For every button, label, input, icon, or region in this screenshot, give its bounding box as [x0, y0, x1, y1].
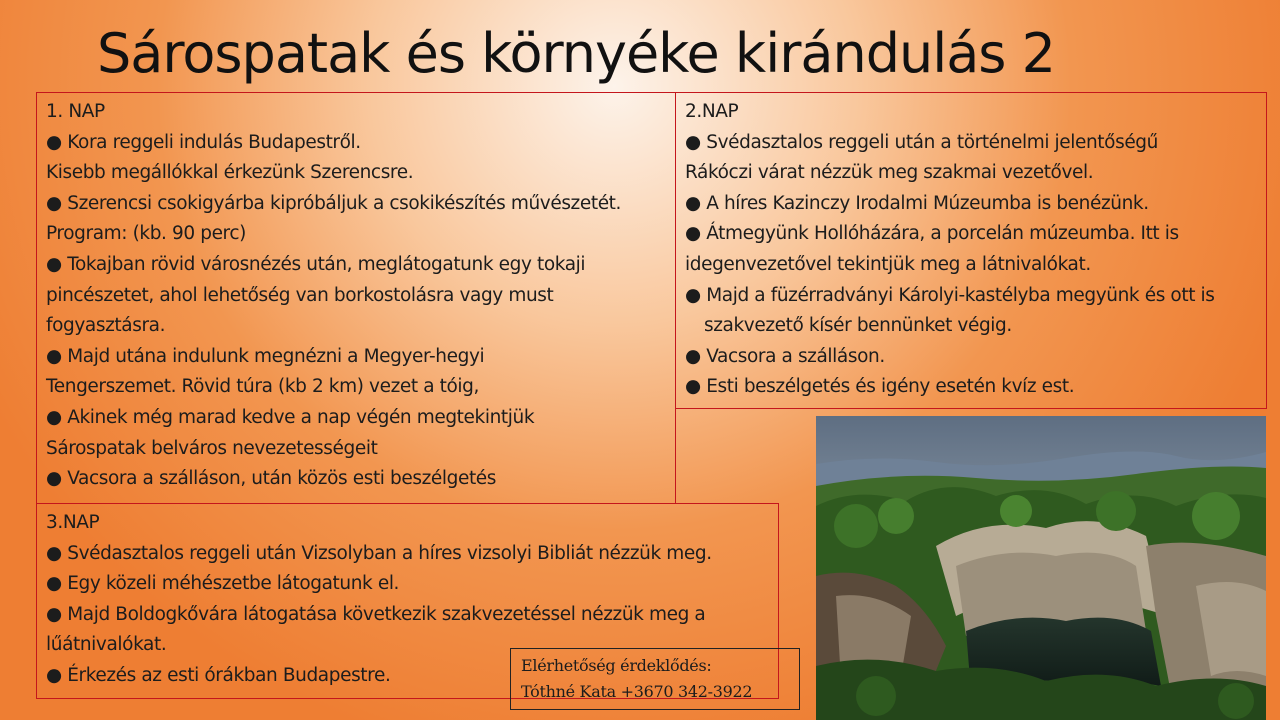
contact-heading: Elérhetőség érdeklődés:: [521, 656, 712, 675]
day1-line: ● Tokajban rövid városnézés után, meglátogatunk egy tokaji: [46, 253, 586, 275]
day2-line: ● Vacsora a szálláson.: [685, 345, 885, 367]
day3-heading: 3.NAP: [46, 512, 100, 533]
day1-line: pincészetet, ahol lehetőség van borkostolásra vagy must: [46, 284, 554, 306]
day2-line: szakvezető kísér bennünket végig.: [704, 315, 1012, 337]
day2-line: Rákóczi várat nézzük meg szakmai vezetővel.: [685, 162, 1094, 184]
day2-line: idegenvezetővel tekintjük meg a látnivalókat.: [685, 253, 1091, 275]
day3-line: ● Majd Boldogkővára látogatása következik szakvezetéssel nézzük meg a: [46, 603, 706, 625]
day1-line: Sárospatak belváros nevezetességeit: [46, 437, 378, 459]
day1-line: ● Akinek még marad kedve a nap végén megtekintjük: [46, 406, 535, 428]
day2-heading: 2.NAP: [685, 101, 739, 122]
contact-phone: Tóthné Kata +3670 342-3922: [521, 682, 753, 701]
day1-line: ● Szerencsi csokigyárba kipróbáljuk a csokikészítés művészetét.: [46, 192, 622, 214]
day2-line: ● Svédasztalos reggeli után a történelmi jelentőségű: [685, 131, 1158, 153]
day2-line: ● Esti beszélgetés és igény esetén kvíz est.: [685, 376, 1075, 398]
day1-line: Program: (kb. 90 perc): [46, 223, 246, 245]
day2-line: ● Átmegyünk Hollóházára, a porcelán múzeumba. Itt is: [685, 223, 1179, 245]
photo-illustration: [816, 416, 1266, 720]
day3-line: ● Érkezés az esti órákban Budapestre.: [46, 664, 391, 686]
day1-line: fogyasztásra.: [46, 315, 166, 337]
page-title: Sárospatak és környéke kirándulás 2: [97, 22, 1055, 85]
day1-line: Tengerszemet. Rövid túra (kb 2 km) vezet a tóig,: [46, 376, 479, 398]
day1-itinerary-box: [36, 92, 676, 504]
day1-line: Kisebb megállókkal érkezünk Szerencsre.: [46, 162, 414, 184]
day2-line: ● A híres Kazinczy Irodalmi Múzeumba is benézünk.: [685, 192, 1149, 214]
day2-line: ● Majd a füzérradványi Károlyi-kastélyba megyünk és ott is: [685, 284, 1215, 306]
day2-itinerary-box: [675, 92, 1267, 409]
day3-line: ● Svédasztalos reggeli után Vizsolyban a híres vizsolyi Bibliát nézzük meg.: [46, 542, 712, 564]
day3-line: lűátnivalókat.: [46, 634, 167, 656]
lake-landscape-photo: [816, 416, 1266, 720]
day1-heading: 1. NAP: [46, 101, 105, 122]
day3-line: ● Egy közeli méhészetbe látogatunk el.: [46, 573, 400, 595]
day1-line: ● Kora reggeli indulás Budapestről.: [46, 131, 361, 153]
contact-box: [510, 648, 800, 710]
day1-line: ● Vacsora a szálláson, után közös esti beszélgetés: [46, 468, 497, 490]
day1-line: ● Majd utána indulunk megnézni a Megyer-hegyi: [46, 345, 485, 367]
